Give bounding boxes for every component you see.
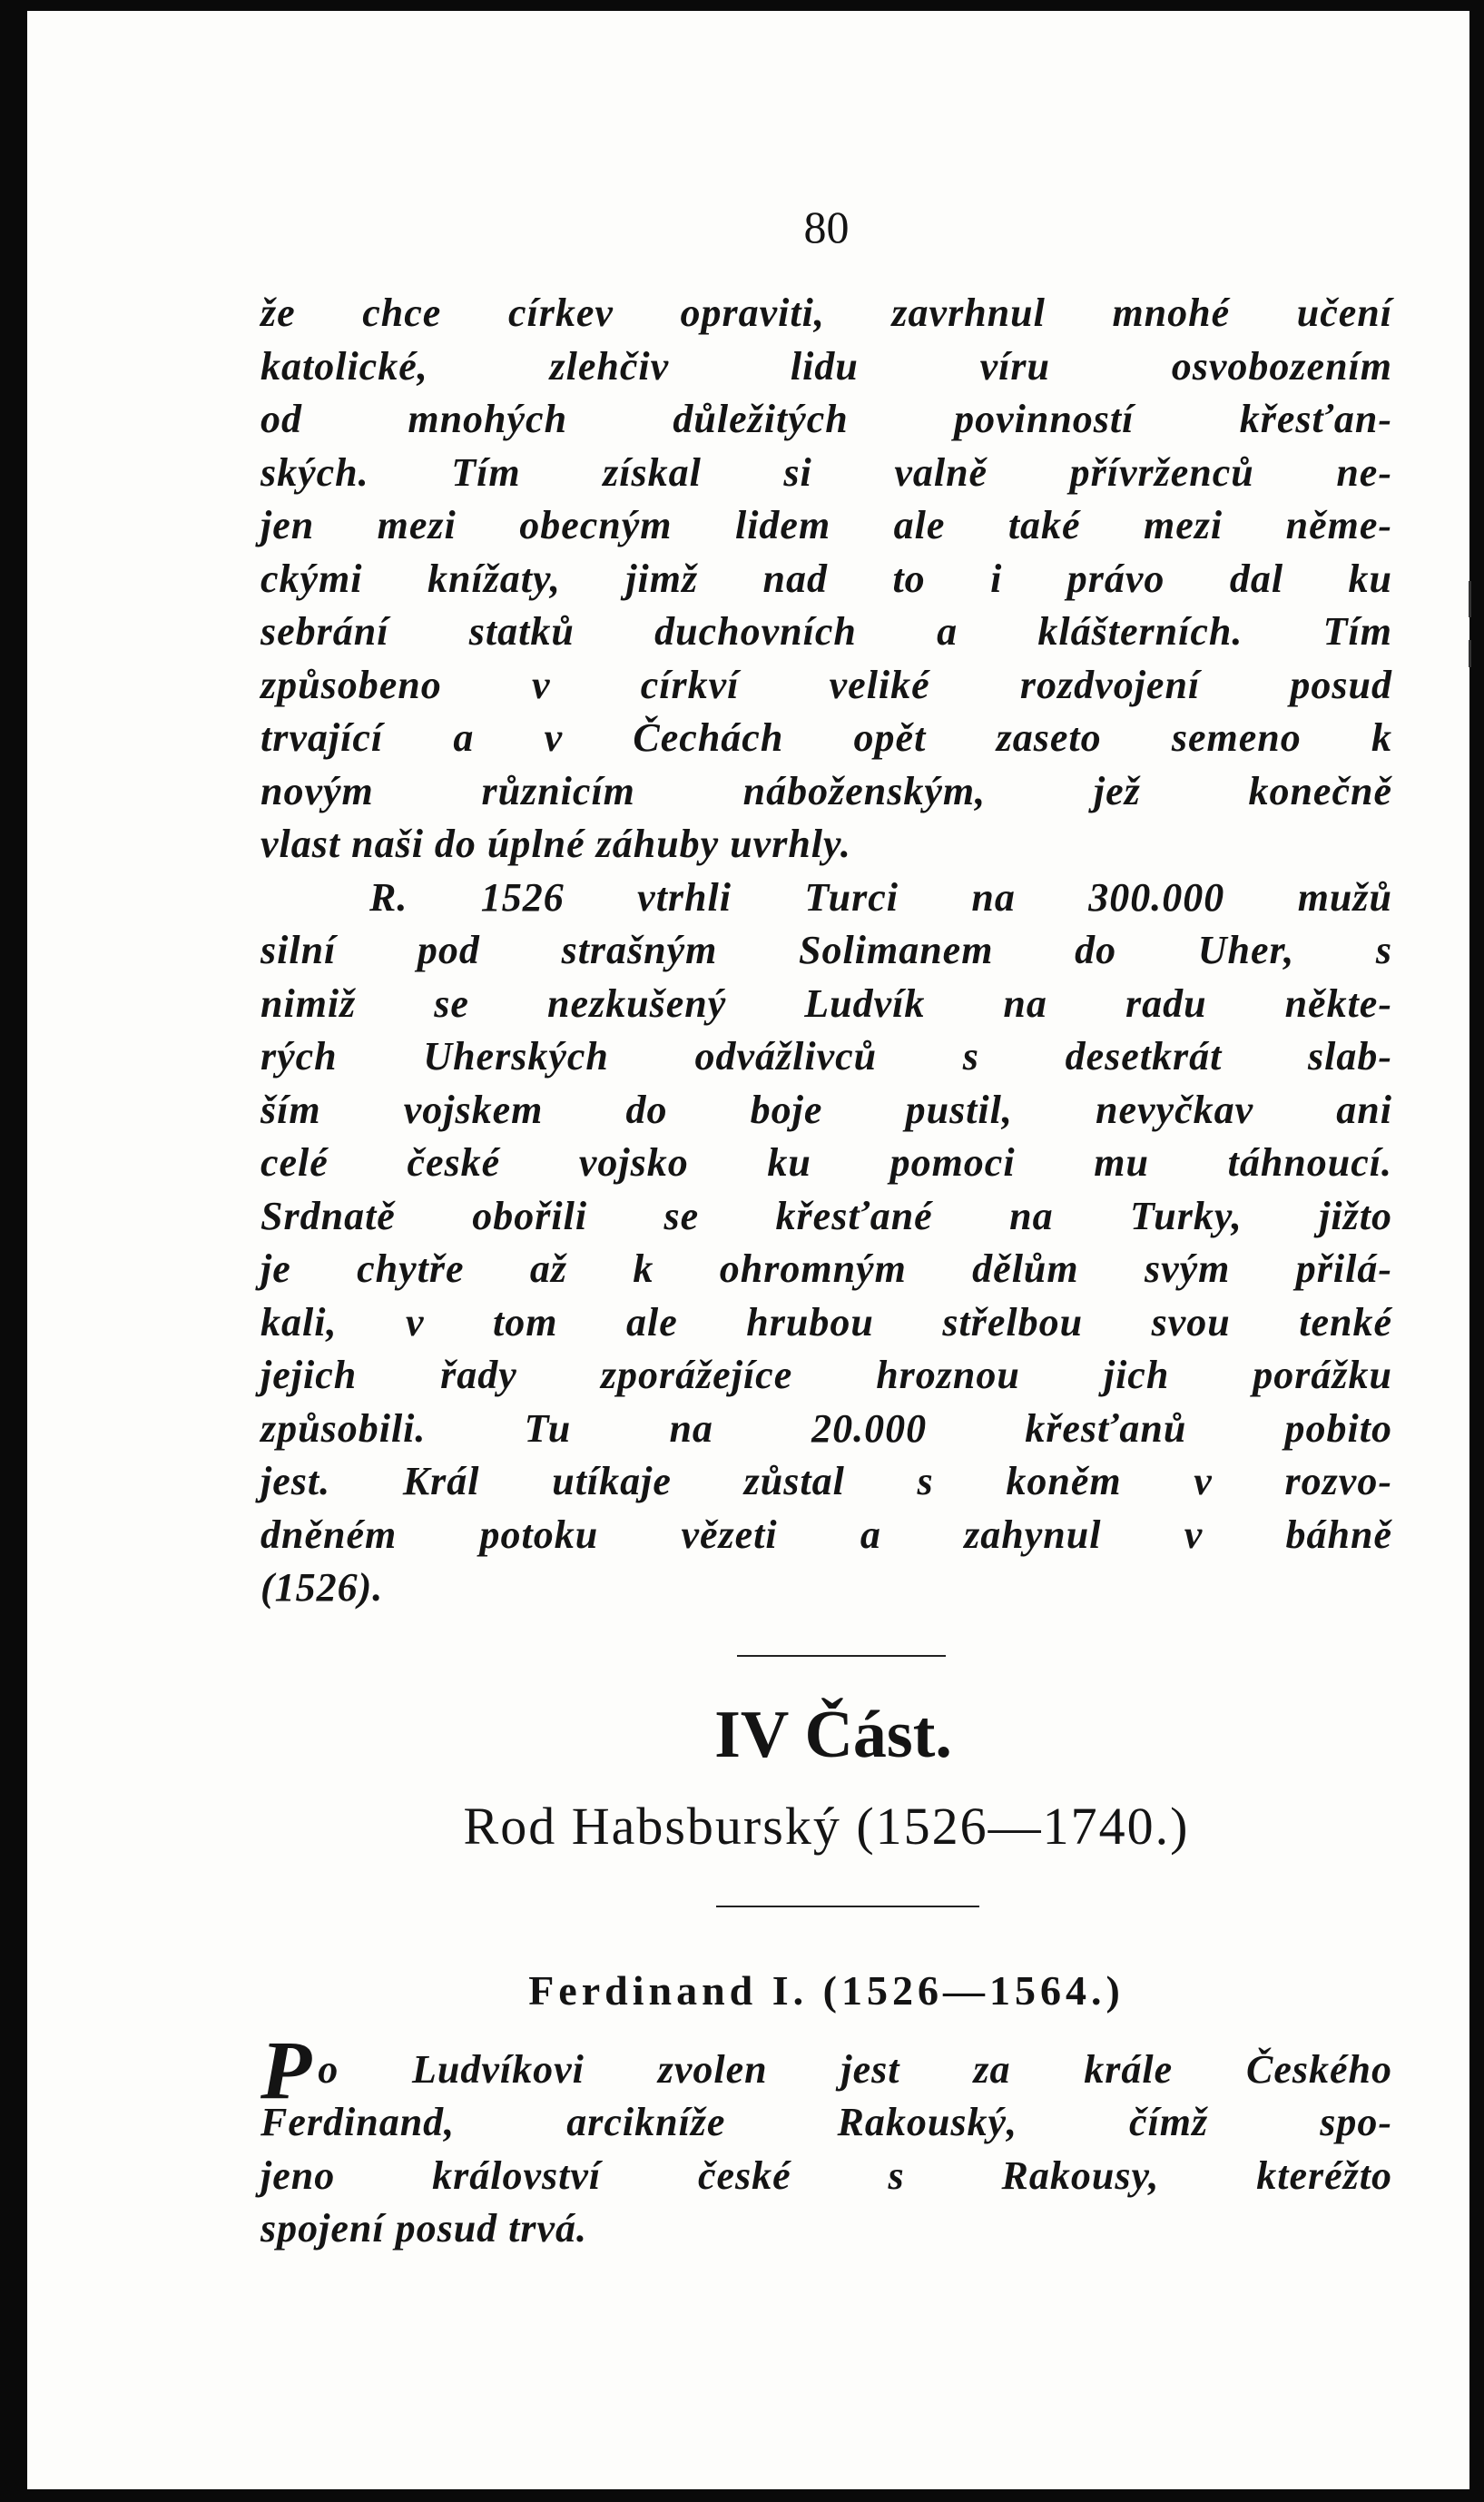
text-line: ckými knížaty, jimž nad to i právo dal ku xyxy=(260,556,1392,601)
text-line: katolické, zlehčiv lidu víru osvobozením xyxy=(260,343,1392,389)
text-line: celé české vojsko ku pomoci mu táhnoucí. xyxy=(260,1140,1392,1185)
text-line xyxy=(260,2024,1392,2116)
text-line: spojení posud trvá. xyxy=(260,2206,588,2251)
section-divider xyxy=(716,1906,979,1907)
text-line: jeno království české s Rakousy, kteréžto xyxy=(260,2152,1392,2198)
text-line: sebrání statků duchovních a klášterních. Tím xyxy=(260,609,1392,654)
page-number: 80 xyxy=(803,202,850,252)
text-line: dněném potoku vězeti a zahynul v báhně xyxy=(260,1512,1392,1557)
text-line: je chytře až k ohromným dělům svým přilá- xyxy=(260,1246,1392,1291)
paragraph-3 xyxy=(260,2024,1392,2256)
text-column xyxy=(260,191,1392,2256)
text-line: silní pod strašným Solimanem do Uher, s xyxy=(260,928,1392,972)
drop-cap: P xyxy=(260,2024,313,2116)
text-line: novým různicím náboženským, jež konečně xyxy=(260,768,1392,813)
paragraph-1 xyxy=(260,287,1392,872)
part-heading: IV Část. xyxy=(714,1697,952,1772)
text-line: rých Uherských odvážlivců s desetkrát slab- xyxy=(260,1034,1392,1079)
text-line: ských. Tím získal si valně přívrženců ne- xyxy=(260,449,1392,495)
paragraph-2 xyxy=(260,872,1392,1615)
text-line: způsobeno v církví veliké rozdvojení posud xyxy=(260,662,1392,707)
text-line: Ferdinand, arcikníže Rakouský, čímž spo- xyxy=(260,2100,1392,2144)
text-line: R. 1526 vtrhli Turci na 300.000 mužů xyxy=(369,874,1392,920)
text-line: Srdnatě obořili se křesťané na Turky, jižto xyxy=(260,1193,1392,1238)
text-line: způsobili. Tu na 20.000 křesťanů pobito xyxy=(260,1405,1392,1451)
text-line-rest: o Ludvíkovi zvolen jest za krále Českého xyxy=(318,2046,1392,2092)
margin-mark xyxy=(1469,581,1471,617)
dynasty-heading: Rod Habsburský (1526—1740.) xyxy=(463,1796,1190,1856)
text-line: vlast naši do úplné záhuby uvrhly. xyxy=(260,822,851,866)
section-divider xyxy=(737,1655,946,1657)
text-line: jejich řady zporážejíce hroznou jich porážku xyxy=(260,1353,1392,1397)
margin-mark xyxy=(1469,640,1471,667)
text-line: jest. Král utíkaje zůstal s koněm v rozvo- xyxy=(260,1459,1392,1503)
text-line: kali, v tom ale hrubou střelbou svou tenké xyxy=(260,1299,1392,1345)
text-line: nimiž se nezkušený Ludvík na radu někte- xyxy=(260,980,1392,1026)
text-line: od mnohých důležitých povinností křesťan- xyxy=(260,397,1392,441)
text-line: (1526). xyxy=(260,1565,384,1610)
ruler-heading: Ferdinand I. (1526—1564.) xyxy=(528,1966,1125,2014)
text-line: že chce církev opraviti, zavrhnul mnohé učení xyxy=(260,291,1392,335)
text-line: ším vojskem do boje pustil, nevyčkav ani xyxy=(260,1087,1392,1132)
text-line: trvající a v Čechách opět zaseto semeno k xyxy=(260,715,1392,760)
text-line: jen mezi obecným lidem ale také mezi něme- xyxy=(260,503,1392,547)
